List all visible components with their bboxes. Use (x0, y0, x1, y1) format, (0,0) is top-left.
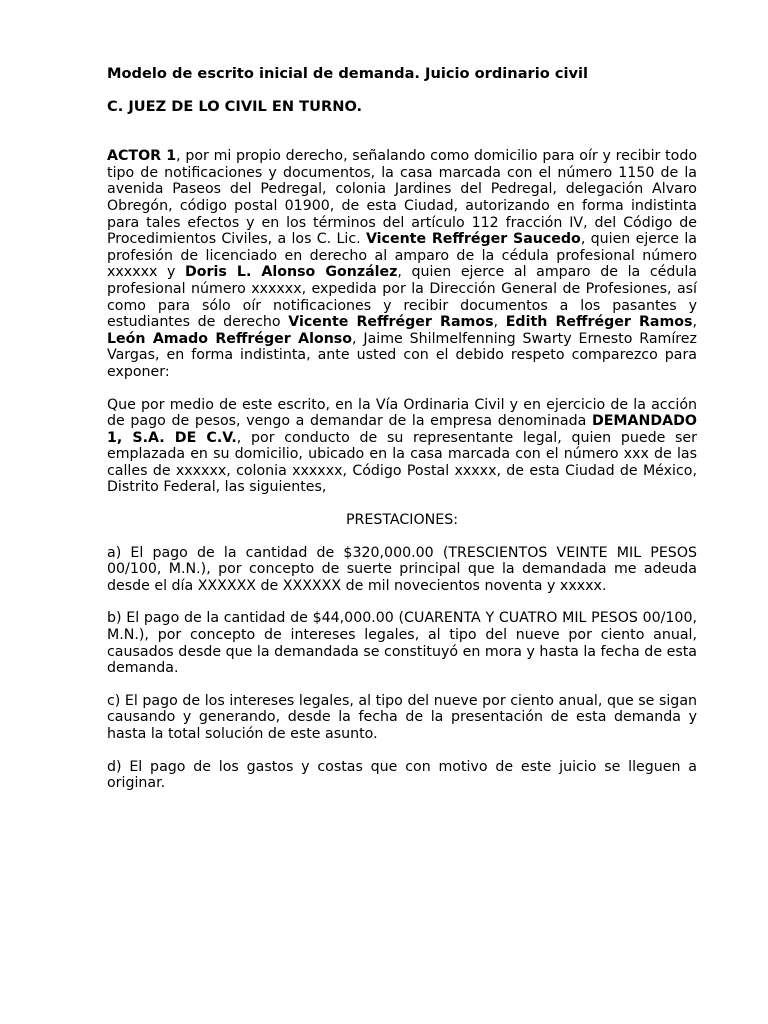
document-title: Modelo de escrito inicial de demanda. Juicio ordinario civil (107, 65, 589, 82)
prestacion-b: b) El pago de la cantidad de $44,000.00 (CUARENTA Y CUATRO MIL PESOS 00/100, M.N.), por concepto de intereses legales, al tipo del nueve por ciento anual, causados desde que la demandada se constituyó en mora y hasta la fecha de esta demanda. (107, 610, 697, 677)
lawyer-name-2: Doris L. Alonso González (185, 264, 398, 281)
claim-text-2: , por conducto de su representante legal, quien puede ser emplazada en su domicilio, ubicado en la casa marcada con el número xxx de las calles de xxxxxx, colonia xxxxxx, Código Postal xxxxx, de esta Ciudad de México, Distrito Federal, las siguientes, (107, 429, 697, 496)
student-name-3: León Amado Reffréger Alonso (107, 330, 352, 347)
actor-name: ACTOR 1 (107, 148, 177, 165)
addressee-line: C. JUEZ DE LO CIVIL EN TURNO. (107, 97, 363, 115)
intro-paragraph (107, 148, 697, 380)
document-page (107, 66, 697, 808)
intro-text-2: , quien ejerce la profesión de licenciado en derecho al amparo de la cédula profesional número xxxxxx y (107, 231, 697, 281)
intro-text-1: , por mi propio derecho, señalando como domicilio para oír y recibir todo tipo de notificaciones y documentos, la casa marcada con el número 1150 de la avenida Paseos del Pedregal, colonia Jardines del Pedregal, delegación Alvaro Obregón, código postal 01900, de esta Ciudad, autorizando en forma indistinta para tales efectos y en los términos del artículo 112 fracción IV, del Código de Procedimientos Civiles, a los C. Lic. (107, 148, 698, 248)
student-name-2: Edith Reffréger Ramos (505, 314, 693, 331)
prestacion-d: d) El pago de los gastos y costas que con motivo de este juicio se lleguen a originar. (107, 758, 697, 792)
claim-text-1: Que por medio de este escrito, en la Vía Ordinaria Civil y en ejercicio de la acción de pago de pesos, vengo a demandar de la empresa denominada (107, 396, 697, 430)
prestacion-c: c) El pago de los intereses legales, al tipo del nueve por ciento anual, que se sigan causando y generando, desde la fecha de la presentación de esta demanda y hasta la total solución de este asunto. (107, 692, 697, 742)
prestaciones-heading: PRESTACIONES: (345, 512, 459, 529)
prestacion-a: a) El pago de la cantidad de $320,000.00 (TRESCIENTOS VEINTE MIL PESOS 00/100, M.N.), por concepto de suerte principal que la demandada me adeuda desde el día XXXXXX de XXXXXX de mil novecientos noventa y xxxxx. (107, 544, 697, 594)
student-name-1: Vicente Reffréger Ramos (288, 314, 494, 331)
separator-1: , (493, 314, 506, 331)
claim-paragraph (107, 397, 697, 497)
intro-text-4: , Jaime Shilmelfenning Swarty Ernesto Ramírez Vargas, en forma indistinta, ante usted con el debido respeto comparezco para exponer: (107, 330, 697, 380)
separator-2: , (692, 314, 697, 331)
lawyer-name-1: Vicente Reffréger Saucedo (365, 231, 581, 248)
intro-text-3: , quien ejerce al amparo de la cédula profesional número xxxxxx, expedida por la Dirección General de Profesiones, así como para sólo oír notificaciones y recibir documentos a los pasantes y estudiantes de derecho (107, 264, 697, 331)
defendant-name: DEMANDADO 1, S.A. DE C.V. (107, 413, 697, 446)
